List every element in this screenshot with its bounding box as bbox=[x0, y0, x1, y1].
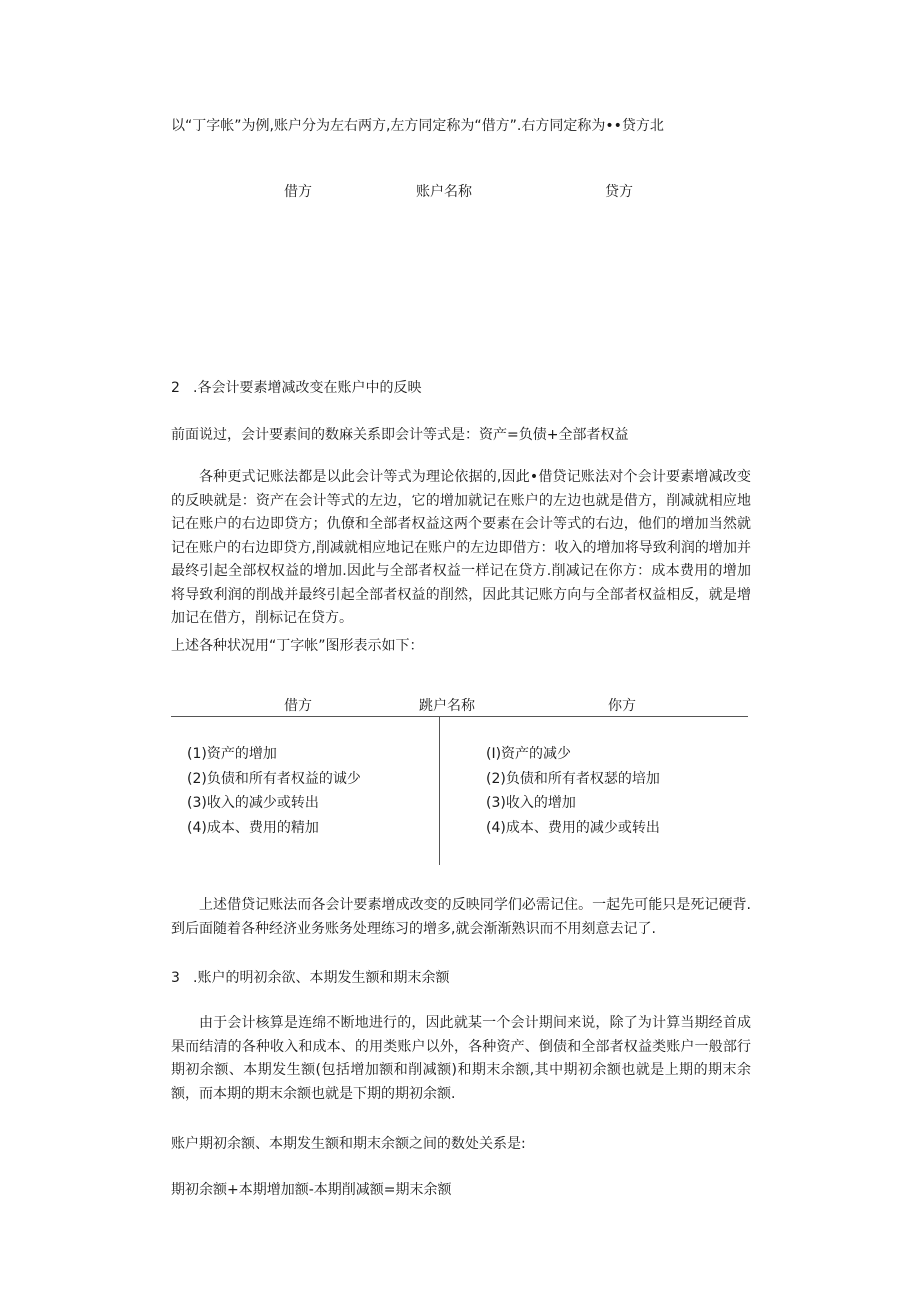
list-item: (4)成本、费用的精加 bbox=[187, 819, 319, 836]
section2-para2: 各种更式记账法都是以此会计等式为理论依据的,因此•借贷记账法对个会计要素增减改变的反映就是：资产在会计等式的左边，它的增加就记在账户的左边也就是借方，削减就相应地记在账户的右边即贷方；仇僚和全部者权益这两个要素在会计等式的右边，他们的增加当然就记在账户的右边即贷方,削减就相应地记在账户的左边即借方：收入的增加将导致利润的增加并最终引起全部权权益的增加.因此与全部者权益一样记在贷方.削减记在你方：成本费用的增加将导致利润的削战并最终引起全部者权益的削然，因此其记账方向与全部者权益相反，就是增加记在借方，削标记在贷方。 bbox=[171, 469, 751, 626]
t1-credit-label: 贷方 bbox=[605, 184, 633, 200]
list-item: (3)收入的增加 bbox=[486, 795, 576, 811]
t-account-horizontal-line bbox=[171, 716, 748, 717]
list-item: (3)收入的减少或转出 bbox=[187, 795, 319, 811]
list-item: (1)资产的增加 bbox=[187, 746, 277, 762]
para4: 上述借贷记账法而各会计要素增成改变的反映同学们必需记住。一起先可能只是死记硬背.到后面随着各种经济业务账务处理练习的增多,就会渐渐熟识而不用刻意去记了. bbox=[171, 897, 751, 937]
list-item: (4)成本、费用的减少或转出 bbox=[486, 819, 660, 836]
t1-debit-label: 借方 bbox=[284, 184, 312, 200]
list-item: (2)负债和所有者权瑟的培加 bbox=[486, 770, 660, 787]
section2-number: 2 bbox=[171, 380, 180, 396]
list-item: (2)负债和所有者权益的诚少 bbox=[187, 770, 361, 787]
section2-title: .各会计要素增减改变在账户中的反映 bbox=[193, 380, 422, 396]
intro-line: 以“丁字帐”为例,账户分为左右两方,左方同定称为“借方”.右方同定称为••贷方北 bbox=[171, 118, 664, 134]
t2-credit-list bbox=[486, 742, 660, 840]
section3-para1: 由于会计核算是连绵不断地进行的，因此就某一个会计期间来说，除了为计算当期经首成果而结清的各种收入和成本、的用类账户以外，各种资产、倒债和全部者权益类账户一般部行期初余额、本期发生额(包括增加额和削减额)和期末余额,其中期初余额也就是上期的期末余额，而本期的期末余额也就是下期的期初余额. bbox=[171, 1015, 751, 1102]
t2-debit-list bbox=[187, 742, 361, 840]
section3-para2: 账户期初余额、本期发生额和期末余额之间的数处关系是: bbox=[171, 1136, 526, 1152]
section2-heading bbox=[171, 377, 421, 397]
t-account-vertical-line bbox=[439, 717, 440, 865]
t2-account-name-header: 跳户名称 bbox=[419, 698, 475, 714]
section3-formula: 期初余额+本期增加额-本期削减额=期末余额 bbox=[171, 1182, 452, 1198]
section3-title: .账户的明初余欲、本期发生额和期末余额 bbox=[193, 970, 450, 986]
t2-credit-header: 你方 bbox=[608, 698, 636, 714]
list-item: (I)资产的减少 bbox=[486, 746, 572, 762]
t2-debit-header: 借方 bbox=[284, 698, 312, 714]
section3-number: 3 bbox=[171, 970, 180, 986]
section2-para1: 前面说过，会计要素间的数麻关系即会计等式是：资产=负债+全部者权益 bbox=[171, 427, 629, 443]
section3-heading bbox=[171, 967, 449, 987]
section2-para3: 上述各种状况用“丁字帐”图形表示如下： bbox=[171, 638, 424, 654]
t1-account-name-label: 账户名称 bbox=[416, 184, 472, 200]
